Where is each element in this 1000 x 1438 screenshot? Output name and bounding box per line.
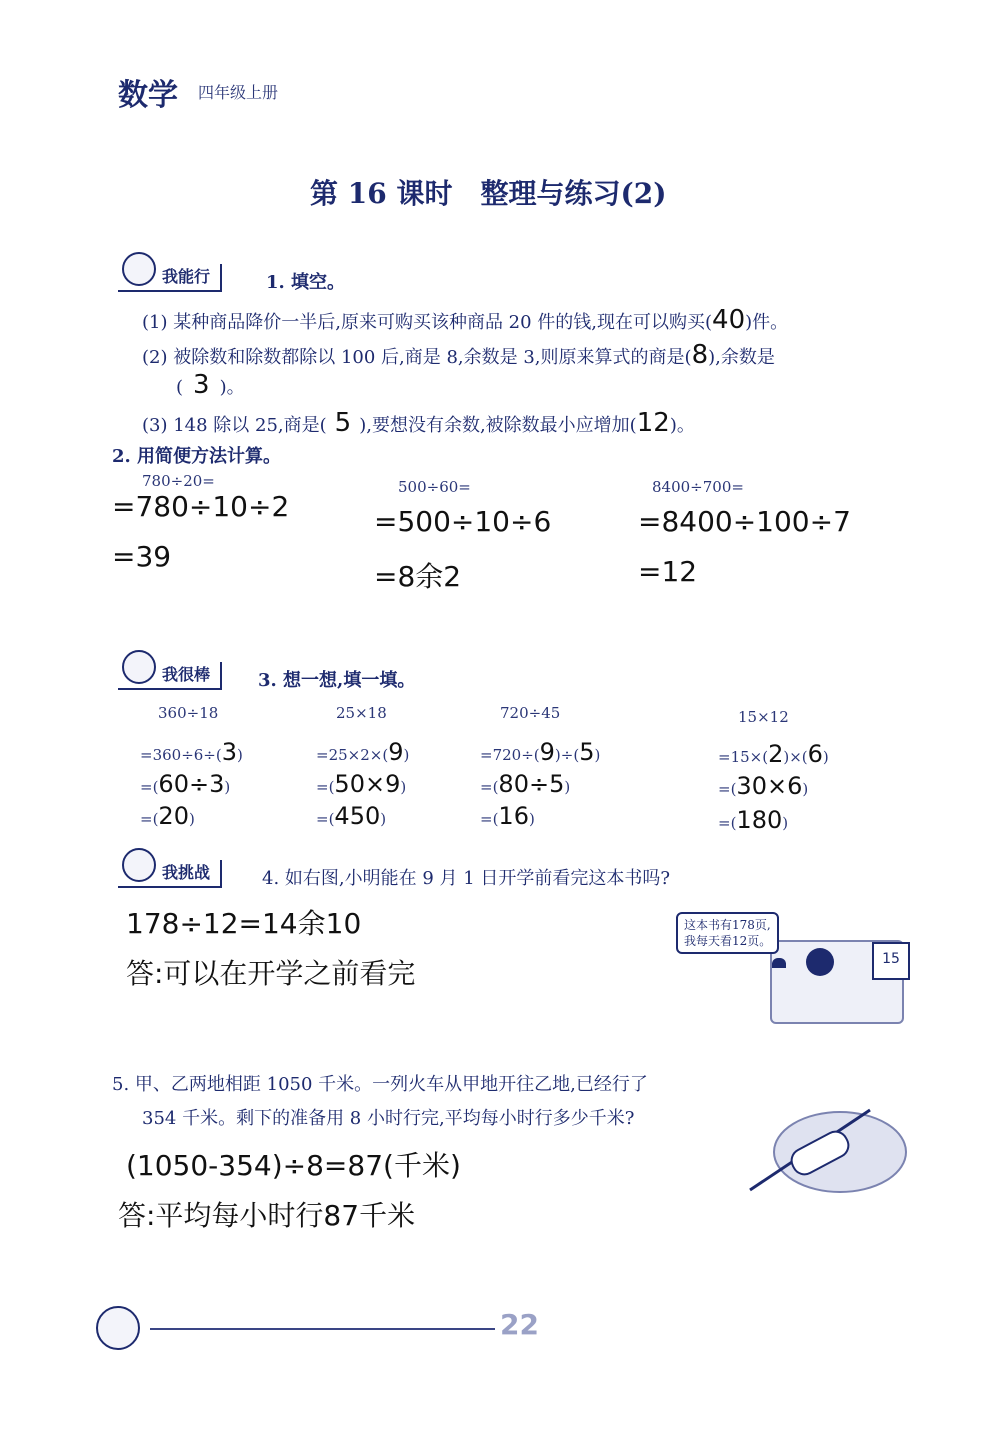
q3-col4-ans3: 180 — [736, 806, 783, 834]
q3-col2-ans1: 9 — [388, 738, 404, 766]
calendar-icon — [872, 942, 910, 980]
q3-col4-line3: =(180) — [718, 806, 789, 834]
q1-answer-2: 8 — [691, 340, 709, 370]
q3-col1-ans1: 3 — [221, 738, 238, 766]
q1-item-1-end: )件。 — [745, 312, 789, 333]
q1-item-2b-open: ( — [176, 377, 184, 398]
q3-col2-line2: =(50×9) — [316, 770, 407, 798]
header-subject: 数学 — [118, 78, 178, 113]
q1-answer-4: 5 — [334, 408, 352, 438]
q3-col3-line1: =720÷(9)÷(5) — [480, 738, 601, 766]
q3-col2-line3: =(450) — [316, 802, 387, 830]
boy-head-icon — [806, 948, 834, 976]
q3-col2-ans2: 50×9 — [334, 770, 401, 798]
q3-col3-ans1: 9 — [539, 738, 555, 766]
q4-work: 178÷12=14余10 — [126, 907, 362, 940]
q3-col1-line1: =360÷6÷(3) — [140, 738, 243, 766]
q5-label-1: 5. 甲、乙两地相距 1050 千米。一列火车从甲地开往乙地,已经行了 — [112, 1074, 648, 1095]
q4-label: 4. 如右图,小明能在 9 月 1 日开学前看完这本书吗? — [262, 868, 671, 889]
q2-step-2b: =8余2 — [374, 560, 462, 593]
q1-item-3-mid: ),要想没有余数,被除数最小应增加( — [359, 415, 637, 436]
q3-col1-line3: =(20) — [140, 802, 195, 830]
q3-col3-ans2: 80÷5 — [498, 770, 565, 798]
q3-col4-ans2: 30×6 — [736, 772, 803, 800]
q5-work: (1050-354)÷8=87(千米) — [126, 1149, 461, 1182]
mascot-icon — [122, 650, 156, 684]
q2-step-3b: =12 — [638, 555, 698, 588]
q3-col2-expr: 25×18 — [336, 704, 387, 722]
q1-item-2b-end: )。 — [219, 377, 245, 398]
q3-col2-line1: =25×2×(9) — [316, 738, 410, 766]
page-title: 第 16 课时 整理与练习(2) — [310, 177, 667, 210]
q3-col3-expr: 720÷45 — [500, 704, 561, 722]
q3-label: 3. 想一想,填一填。 — [258, 670, 416, 691]
badge-label: 我挑战 — [162, 863, 211, 882]
q2-problem-2: 500÷60= — [398, 478, 471, 496]
q1-item-3-text: (3) 148 除以 25,商是( — [142, 415, 327, 436]
badge-great — [118, 662, 222, 690]
q3-col1-expr: 360÷18 — [158, 704, 219, 722]
q1-item-2 — [142, 340, 775, 370]
footer-rule — [150, 1328, 495, 1330]
q1-label: 1. 填空。 — [266, 272, 346, 293]
q3-col1-line2: =(60÷3) — [140, 770, 231, 798]
train-illustration — [740, 1090, 910, 1200]
speech-bubble — [676, 912, 779, 954]
mascot-icon — [122, 252, 156, 286]
speech-line-2: 我每天看12页。 — [684, 934, 772, 948]
footer-mascot-icon — [96, 1306, 140, 1350]
q1-item-3 — [142, 408, 695, 438]
q1-answer-5: 12 — [636, 408, 670, 438]
q1-item-2-text: (2) 被除数和除数都除以 100 后,商是 8,余数是 3,则原来算式的商是( — [142, 347, 692, 368]
q5-label-2: 354 千米。剩下的准备用 8 小时行完,平均每小时行多少千米? — [142, 1108, 635, 1129]
q3-col4-line2: =(30×6) — [718, 772, 809, 800]
q3-col4-ans1b: 6 — [807, 740, 823, 768]
q2-problem-3: 8400÷700= — [652, 478, 744, 496]
badge-challenge — [118, 860, 222, 888]
speech-line-1: 这本书有178页, — [684, 918, 771, 932]
q2-step-2a: =500÷10÷6 — [374, 505, 552, 538]
q3-col1-ans2: 60÷3 — [158, 770, 225, 798]
q2-problem-1: 780÷20= — [142, 472, 215, 490]
q1-item-3-end: )。 — [669, 415, 695, 436]
q1-item-1-text: (1) 某种商品降价一半后,原来可购买该种商品 20 件的钱,现在可以购买( — [142, 312, 713, 333]
badge-label: 我很棒 — [162, 665, 211, 684]
badge-i-can — [118, 264, 222, 292]
q1-item-2b — [176, 370, 245, 400]
q3-col3-line3: =(16) — [480, 802, 535, 830]
q2-label: 2. 用简便方法计算。 — [112, 446, 282, 467]
q3-col2-ans3: 450 — [334, 802, 381, 830]
calendar-date: 15 — [882, 951, 900, 967]
page-number: 22 — [500, 1308, 539, 1341]
mascot-icon — [122, 848, 156, 882]
q3-col3-line2: =(80÷5) — [480, 770, 571, 798]
header-grade: 四年级上册 — [198, 83, 279, 102]
q3-col3-ans3: 16 — [498, 802, 529, 830]
q2-step-3a: =8400÷100÷7 — [638, 505, 851, 538]
badge-label: 我能行 — [162, 267, 211, 286]
q2-step-1a: =780÷10÷2 — [112, 490, 290, 523]
q3-col3-ans1b: 5 — [579, 738, 595, 766]
q1-answer-1: 40 — [712, 305, 746, 335]
lamp-icon — [772, 958, 786, 968]
q3-col4-ans1: 2 — [768, 740, 784, 768]
q5-answer: 答:平均每小时行87千米 — [118, 1199, 416, 1232]
q1-answer-3: 3 — [193, 370, 210, 400]
q4-answer: 答:可以在开学之前看完 — [126, 957, 416, 990]
q2-step-1b: =39 — [112, 540, 172, 573]
q1-item-1 — [142, 305, 788, 335]
q3-col4-line1: =15×(2)×(6) — [718, 740, 829, 768]
q3-col4-expr: 15×12 — [738, 708, 789, 726]
q1-item-2-end: ),余数是 — [708, 347, 775, 368]
q3-col1-ans3: 20 — [158, 802, 189, 830]
